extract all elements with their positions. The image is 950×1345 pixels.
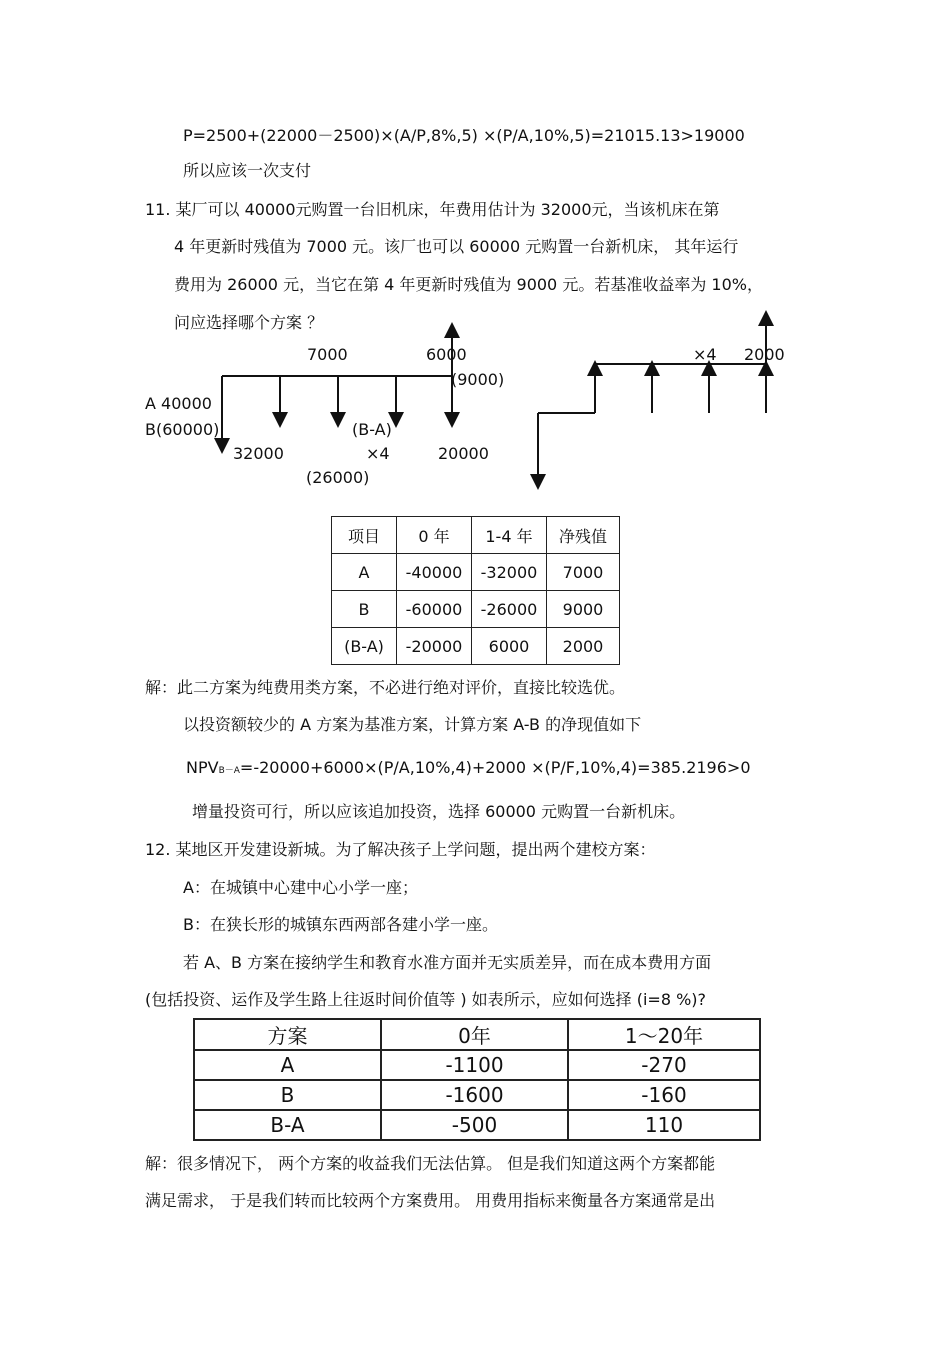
table-row [194, 1050, 760, 1080]
table-row [332, 591, 620, 628]
table-cell: -60000 [397, 591, 472, 628]
question-12-line-4: 若 A、B 方案在接纳学生和教育水准方面并无实质差异，而在成本费用方面 [183, 953, 712, 972]
header-cell: 净残值 [547, 517, 620, 554]
table-cell: -160 [568, 1080, 760, 1110]
question-12-line-5: (包括投资、运作及学生路上往返时间价值等 ) 如表所示，应如何选择 (i=8 %)? [145, 990, 707, 1009]
solution-11-line-4: 增量投资可行，所以应该追加投资，选择 60000 元购置一台新机床。 [192, 802, 686, 821]
table-cell: -270 [568, 1050, 760, 1080]
table-row [332, 554, 620, 591]
table-cell: (B-A) [332, 628, 397, 665]
cash-flow-table [331, 516, 620, 665]
table-cell: 6000 [472, 628, 547, 665]
label-b-minus-a: (B-A) [352, 420, 392, 439]
label-9000: (9000) [451, 370, 505, 389]
table-row [194, 1110, 760, 1140]
label-20000: 20000 [438, 444, 489, 463]
table-cell: -26000 [472, 591, 547, 628]
table-cell: 9000 [547, 591, 620, 628]
table-cell: -40000 [397, 554, 472, 591]
table-cell: 2000 [547, 628, 620, 665]
header-cell: 1～20年 [568, 1019, 760, 1050]
question-11-line-2: 4 年更新时残值为 7000 元。该厂也可以 60000 元购置一台新机床， 其年运行 [174, 237, 739, 256]
label-times-4-left: ×4 [366, 444, 390, 463]
table-cell: -32000 [472, 554, 547, 591]
npv-label: NPV [186, 758, 219, 777]
table-cell: -20000 [397, 628, 472, 665]
table-cell: 7000 [547, 554, 620, 591]
question-12-option-b: B：在狭长形的城镇东西两部各建小学一座。 [183, 915, 498, 934]
table-cell: 110 [568, 1110, 760, 1140]
table-cell: B [332, 591, 397, 628]
formula-p: P=2500+(22000－2500)×(A/P,8%,5) ×(P/A,10%,5)=21015.13>19000 [183, 126, 745, 145]
text-pay-once: 所以应该一次支付 [183, 161, 312, 180]
table-cell: -1600 [381, 1080, 568, 1110]
npv-subscript: B－A [218, 766, 240, 776]
question-11-line-3: 费用为 26000 元，当它在第 4 年更新时残值为 9000 元。若基准收益率为 10%， [174, 275, 763, 294]
cost-table [193, 1018, 761, 1141]
table-cell: A [194, 1050, 381, 1080]
npv-expression: =-20000+6000×(P/A,10%,4)+2000 ×(P/F,10%,4)=385.2196>0 [239, 758, 751, 777]
header-cell: 项目 [332, 517, 397, 554]
table-row [332, 628, 620, 665]
solution-12-line-1: 解：很多情况下， 两个方案的收益我们无法估算。 但是我们知道这两个方案都能 [145, 1154, 716, 1173]
table-header-row [194, 1019, 760, 1050]
label-26000: (26000) [306, 468, 370, 487]
question-12-option-a: A：在城镇中心建中心小学一座； [183, 878, 418, 897]
label-2000: 2000 [744, 345, 785, 364]
table-header-row [332, 517, 620, 554]
label-6000: 6000 [426, 345, 467, 364]
solution-11-line-2: 以投资额较少的 A 方案为基准方案，计算方案 A-B 的净现值如下 [183, 715, 642, 734]
solution-12-line-2: 满足需求， 于是我们转而比较两个方案费用。 用费用指标来衡量各方案通常是出 [145, 1191, 716, 1210]
table-cell: -500 [381, 1110, 568, 1140]
table-cell: -1100 [381, 1050, 568, 1080]
label-times-4-right: ×4 [693, 345, 717, 364]
question-11-line-1: 11. 某厂可以 40000元购置一台旧机床，年费用估计为 32000元，当该机床在第 [145, 200, 720, 219]
table-row [194, 1080, 760, 1110]
solution-11-line-1: 解：此二方案为纯费用类方案，不必进行绝对评价，直接比较选优。 [145, 678, 626, 697]
header-cell: 0年 [381, 1019, 568, 1050]
label-b-60000: B(60000) [145, 420, 220, 439]
header-cell: 0 年 [397, 517, 472, 554]
npv-formula [186, 760, 751, 776]
label-7000: 7000 [307, 345, 348, 364]
label-a-40000: A 40000 [145, 394, 212, 413]
table-cell: B-A [194, 1110, 381, 1140]
question-12-line-1: 12. 某地区开发建设新城。为了解决孩子上学问题，提出两个建校方案： [145, 840, 656, 859]
label-32000: 32000 [233, 444, 284, 463]
table-cell: A [332, 554, 397, 591]
question-11-line-4: 问应选择哪个方案 ？ [174, 313, 324, 332]
header-cell: 方案 [194, 1019, 381, 1050]
table-cell: B [194, 1080, 381, 1110]
header-cell: 1-4 年 [472, 517, 547, 554]
